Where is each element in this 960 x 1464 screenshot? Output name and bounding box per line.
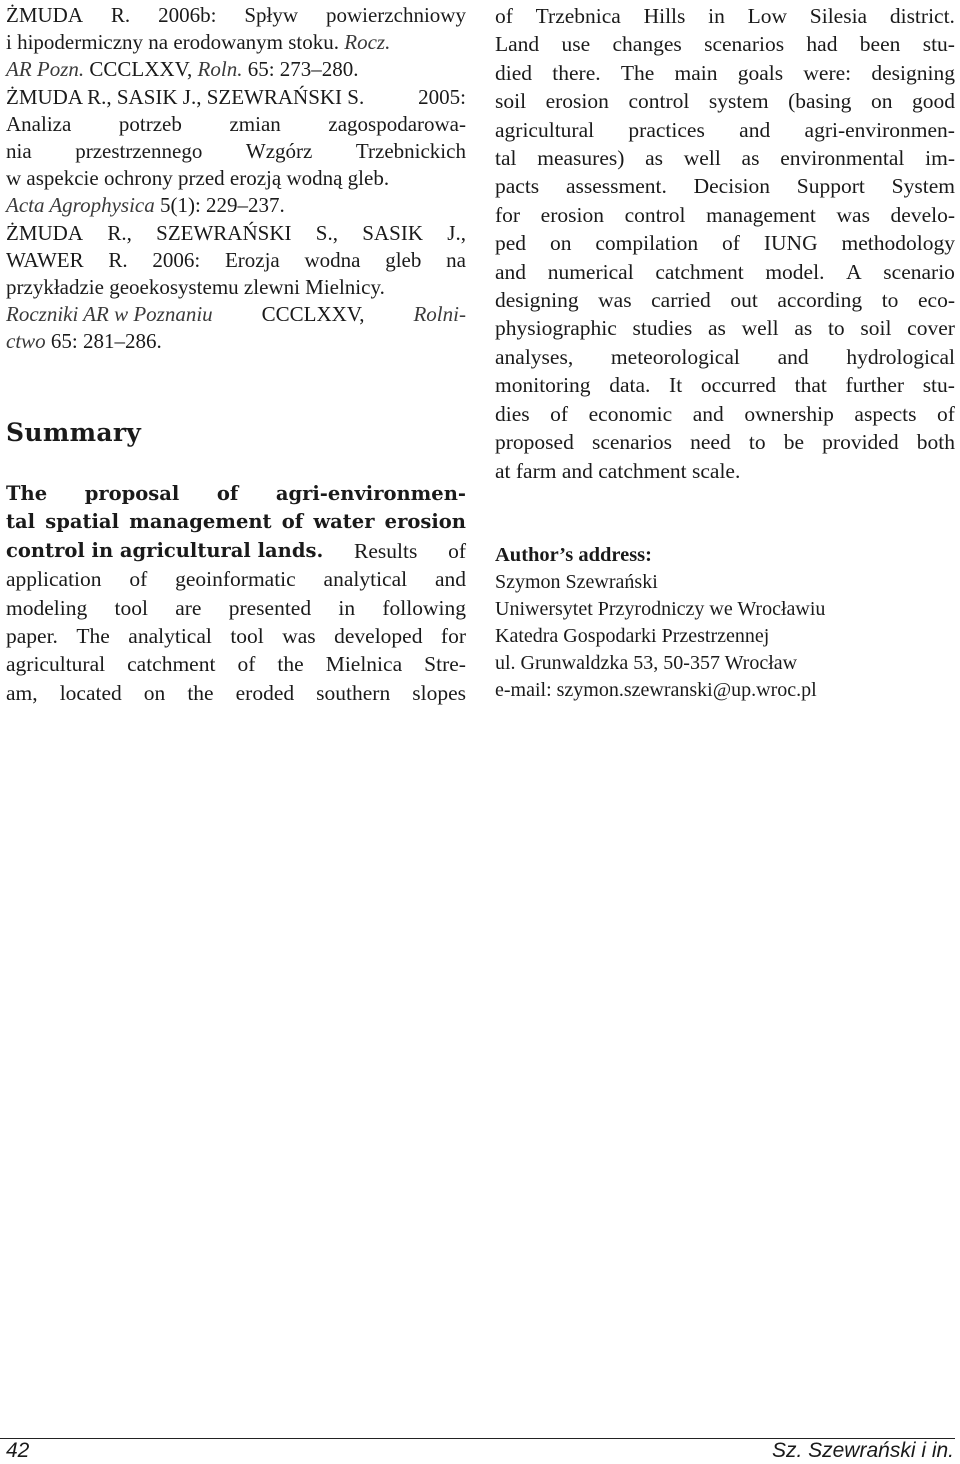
summary-word: according [777,288,863,313]
summary-continued-column [495,2,955,485]
ref-year: 2005: [418,84,466,109]
ref-word: 2006b: [158,3,217,27]
ref-word: R. [108,247,128,272]
summary-word: assessment. [565,174,667,199]
ref-line [6,328,466,355]
summary-word: and [777,344,809,369]
ref-line [6,247,466,274]
summary-word: Hills [643,4,686,28]
summary-word: designing [871,60,955,85]
summary-word: tool [114,595,148,620]
summary-word: tool [230,624,264,649]
summary-line [495,457,955,485]
summary-line [495,116,955,144]
ref-word: SASIK [362,220,423,245]
summary-line [495,229,955,257]
summary-word: dies [495,401,530,426]
summary-word: application [6,567,102,592]
summary-word: eco- [917,288,955,313]
summary-word: Mielnica [325,652,403,677]
reference-zmuda-2005 [6,84,466,220]
summary-line [495,371,955,399]
journal-name: Rolni- [413,302,466,327]
summary-word: to [881,288,899,313]
summary-word: well [683,146,721,171]
summary-word: and [692,401,724,426]
ref-line [6,138,466,165]
summary-word: was [836,202,870,227]
summary-word: pacts [495,174,540,199]
summary-word: use [561,32,591,57]
summary-word: measures) [537,146,625,171]
summary-word: located [59,680,122,705]
summary-word: to [748,430,766,455]
ref-word: J., [447,220,466,245]
ref-line [6,301,466,328]
title-word: of [281,510,304,534]
summary-line [495,314,955,342]
summary-word: at farm and catchment scale. [495,458,741,483]
summary-word: tal [495,146,517,171]
summary-word: designing [495,288,579,313]
title-word: water [313,510,375,534]
summary-word: southern [316,680,391,705]
summary-line [495,30,955,58]
summary-word: following [382,595,466,620]
summary-word: physiographic [495,316,617,341]
ref-text: i hipodermiczny na erodowanym stoku. [6,30,345,55]
summary-word: provided [822,430,899,455]
summary-word: was [598,288,632,313]
summary-word: as [707,316,726,341]
ref-line [6,56,466,83]
summary-word: Low [747,4,788,28]
reference-zmuda-2006b [6,2,466,84]
summary-word: further [845,373,905,398]
summary-word: in [338,595,356,620]
summary-line [495,400,955,428]
summary-word: Results [354,538,418,563]
ref-text: 5(1): 229–237. [154,193,285,218]
summary-word: for [495,202,521,227]
summary-word: aspects [854,401,917,426]
summary-word: of [129,567,148,592]
author-email: e-mail: szymon.szewranski@up.wroc.pl [495,679,817,701]
title-word: management [129,510,272,534]
summary-word: as [794,316,813,341]
summary-word: stu- [922,373,955,398]
summary-word: model. [765,259,825,284]
summary-word: economic [588,401,673,426]
summary-word: on [549,231,572,256]
summary-word: Support [796,174,865,199]
summary-word: proposed [495,430,574,455]
summary-word: catchment [655,259,744,284]
summary-word: It [669,373,683,398]
ref-line [6,111,466,138]
ref-text: CCCLXXV, [84,57,198,82]
summary-line [6,622,466,650]
journal-name: Rocz. [344,30,391,55]
summary-word: as [645,146,664,171]
ref-line: w aspekcie ochrony przed erozją wodną gleb. [6,166,390,191]
summary-line [6,565,466,593]
summary-word: data. [609,373,651,398]
summary-word: good [912,89,955,114]
summary-word: erosion [545,89,609,114]
summary-word: analytical [323,567,408,592]
summary-word: changes [612,32,682,57]
summary-word: occurred [700,373,777,398]
summary-word: control [624,202,686,227]
summary-word: well [741,316,779,341]
ref-word: R. [110,3,131,27]
ref-word: Analiza [6,111,72,136]
ref-line: przykładzie geoekosystemu zlewni Mielnicy. [6,275,385,300]
summary-word: system [708,89,769,114]
journal-name: ctwo [6,329,46,354]
ref-word: zmian [229,111,281,136]
summary-word: im- [925,146,955,171]
summary-word: System [891,174,955,199]
title-word: proposal [84,482,180,505]
reference-zmuda-2006 [6,220,466,356]
journal-name: Roczniki AR w Poznaniu [6,302,213,327]
summary-word: are [175,595,202,620]
summary-word: practices [628,117,705,142]
summary-word: The [620,60,655,85]
page-number: 42 [6,1439,30,1462]
ref-word: zagospodarowa- [328,111,466,136]
summary-word: of [550,401,569,426]
summary-word: eroded [235,680,295,705]
references-column [6,2,466,356]
summary-word: Trzebnica [535,4,621,28]
ref-word: wodna [304,247,361,272]
summary-line [495,2,955,30]
summary-word: developed [334,624,423,649]
summary-word: paper. [6,624,58,649]
summary-word: there. [552,60,601,85]
summary-line [495,343,955,371]
ref-word: CCCLXXV, [261,302,365,327]
summary-word: management [706,202,816,227]
summary-word: ownership [744,401,834,426]
summary-word: in [708,4,725,28]
summary-word: am, [6,680,38,705]
ref-word: WAWER [6,247,84,272]
ref-line [6,84,466,111]
summary-word: scenario [883,259,955,284]
summary-line [495,258,955,286]
summary-word: A [846,259,862,284]
summary-word: environmental [780,146,905,171]
summary-word: died [495,60,533,85]
summary-word: control [628,89,690,114]
summary-word: Stre- [424,652,466,677]
summary-word: geoinformatic [175,567,296,592]
journal-name: AR Pozn. [6,57,85,82]
ref-line [6,29,466,56]
author-street: ul. Grunwaldzka 53, 50-357 Wrocław [495,652,798,674]
summary-word: need [690,430,731,455]
ref-authors: ŻMUDA R., SASIK J., SZEWRAŃSKI S. [6,84,365,109]
summary-word: agri-environmen- [804,117,955,142]
summary-word: carried [651,288,711,313]
summary-word: been [859,32,901,57]
author-name: Szymon Szewrański [495,571,658,593]
summary-word: Silesia [809,4,868,28]
ref-line [6,220,466,247]
summary-line [495,286,955,314]
summary-title-line [6,508,466,536]
summary-word: presented [228,595,312,620]
summary-word: Decision [693,174,771,199]
summary-heading: Summary [6,418,142,447]
summary-word: erosion [540,202,604,227]
ref-word: S., [315,220,338,245]
summary-word: The [76,624,110,649]
summary-word: the [277,652,304,677]
summary-word: out [730,288,758,313]
summary-word: slopes [412,680,466,705]
summary-word: meteorological [610,344,740,369]
summary-word: of [722,231,740,256]
title-word: erosion [384,510,466,534]
ref-word: na [446,247,466,272]
summary-word: agricultural [495,117,595,142]
summary-word: main [674,60,718,85]
summary-word: monitoring [495,373,591,398]
summary-word: Land [495,32,540,57]
summary-word: the [187,680,214,705]
summary-word: goals [737,60,784,85]
summary-line [6,537,466,565]
summary-word: for [440,624,466,649]
summary-word: methodology [841,231,955,256]
summary-word: agricultural [6,652,106,677]
summary-word: as [741,146,760,171]
summary-word: numerical [547,259,634,284]
summary-word: had [806,32,838,57]
ref-line [6,192,466,219]
summary-line [495,428,955,456]
summary-word: of [937,401,955,426]
ref-word: przestrzennego [75,139,203,164]
summary-line [495,144,955,172]
summary-word: were: [803,60,852,85]
ref-word: Wzgórz [245,139,313,164]
summary-word: both [916,430,955,455]
title-word: spatial [45,510,119,534]
ref-word: potrzeb [118,111,182,136]
author-department: Katedra Gospodarki Przestrzennej [495,625,770,647]
summary-word: catchment [127,652,216,677]
title-word: tal [6,510,36,534]
author-address [495,541,955,704]
summary-word: develo- [890,202,955,227]
summary-word: scenarios [591,430,672,455]
ref-word: ŻMUDA [6,3,83,27]
summary-line [6,650,466,678]
ref-text: 65: 273–280. [242,57,359,82]
ref-word: ŻMUDA [6,220,83,245]
summary-word: that [794,373,827,398]
ref-word: Trzebnickich [355,139,466,164]
summary-word: on [870,89,893,114]
ref-word: nia [6,139,32,164]
summary-word: ped [495,231,527,256]
summary-line [495,201,955,229]
ref-line [6,2,466,29]
summary-word: district. [889,4,955,28]
summary-word: analytical [128,624,212,649]
summary-word: stu- [922,32,955,57]
author-university: Uniwersytet Przyrodniczy we Wrocławiu [495,598,826,620]
summary-word: modeling [6,595,88,620]
journal-name: Acta Agrophysica [6,193,155,218]
summary-line [495,172,955,200]
title-word: The [6,482,48,505]
ref-word: Spływ [244,3,299,27]
summary-word: soil [495,89,527,114]
ref-word: Erozja [224,247,280,272]
summary-word: to [827,316,845,341]
summary-word: studies [632,316,693,341]
summary-body [6,480,466,707]
summary-line [495,59,955,87]
summary-title-end: control in agricultural lands. [6,538,324,562]
summary-word: be [783,430,805,455]
title-word: agri-environmen- [275,482,466,505]
summary-word: compilation [595,231,699,256]
ref-word: SZEWRAŃSKI [156,220,292,245]
summary-word: and [495,259,527,284]
journal-name: Roln. [197,57,243,82]
ref-word: R., [107,220,132,245]
title-word: of [216,482,239,505]
ref-text: 65: 281–286. [45,329,162,354]
summary-line [495,87,955,115]
summary-word: cover [907,316,955,341]
summary-word: IUNG [763,231,818,256]
summary-word: hydrological [846,344,955,369]
summary-line [6,594,466,622]
ref-word: powierzchniowy [325,3,466,27]
summary-word: analyses, [495,344,574,369]
running-head: Sz. Szewrański i in. [771,1439,954,1462]
author-address-heading: Author’s address: [495,544,652,566]
summary-word: of [237,652,256,677]
ref-word: gleb [385,247,422,272]
summary-title-line [6,480,466,508]
summary-line [6,679,466,707]
summary-word: and [739,117,771,142]
summary-word: scenarios [704,32,785,57]
summary-word: on [143,680,166,705]
ref-word: 2006: [152,247,201,272]
summary-word: was [282,624,316,649]
summary-word: (basing [788,89,852,114]
summary-word: soil [860,316,892,341]
summary-word: and [434,567,466,592]
summary-word: of [448,538,466,563]
summary-word: of [495,4,513,28]
